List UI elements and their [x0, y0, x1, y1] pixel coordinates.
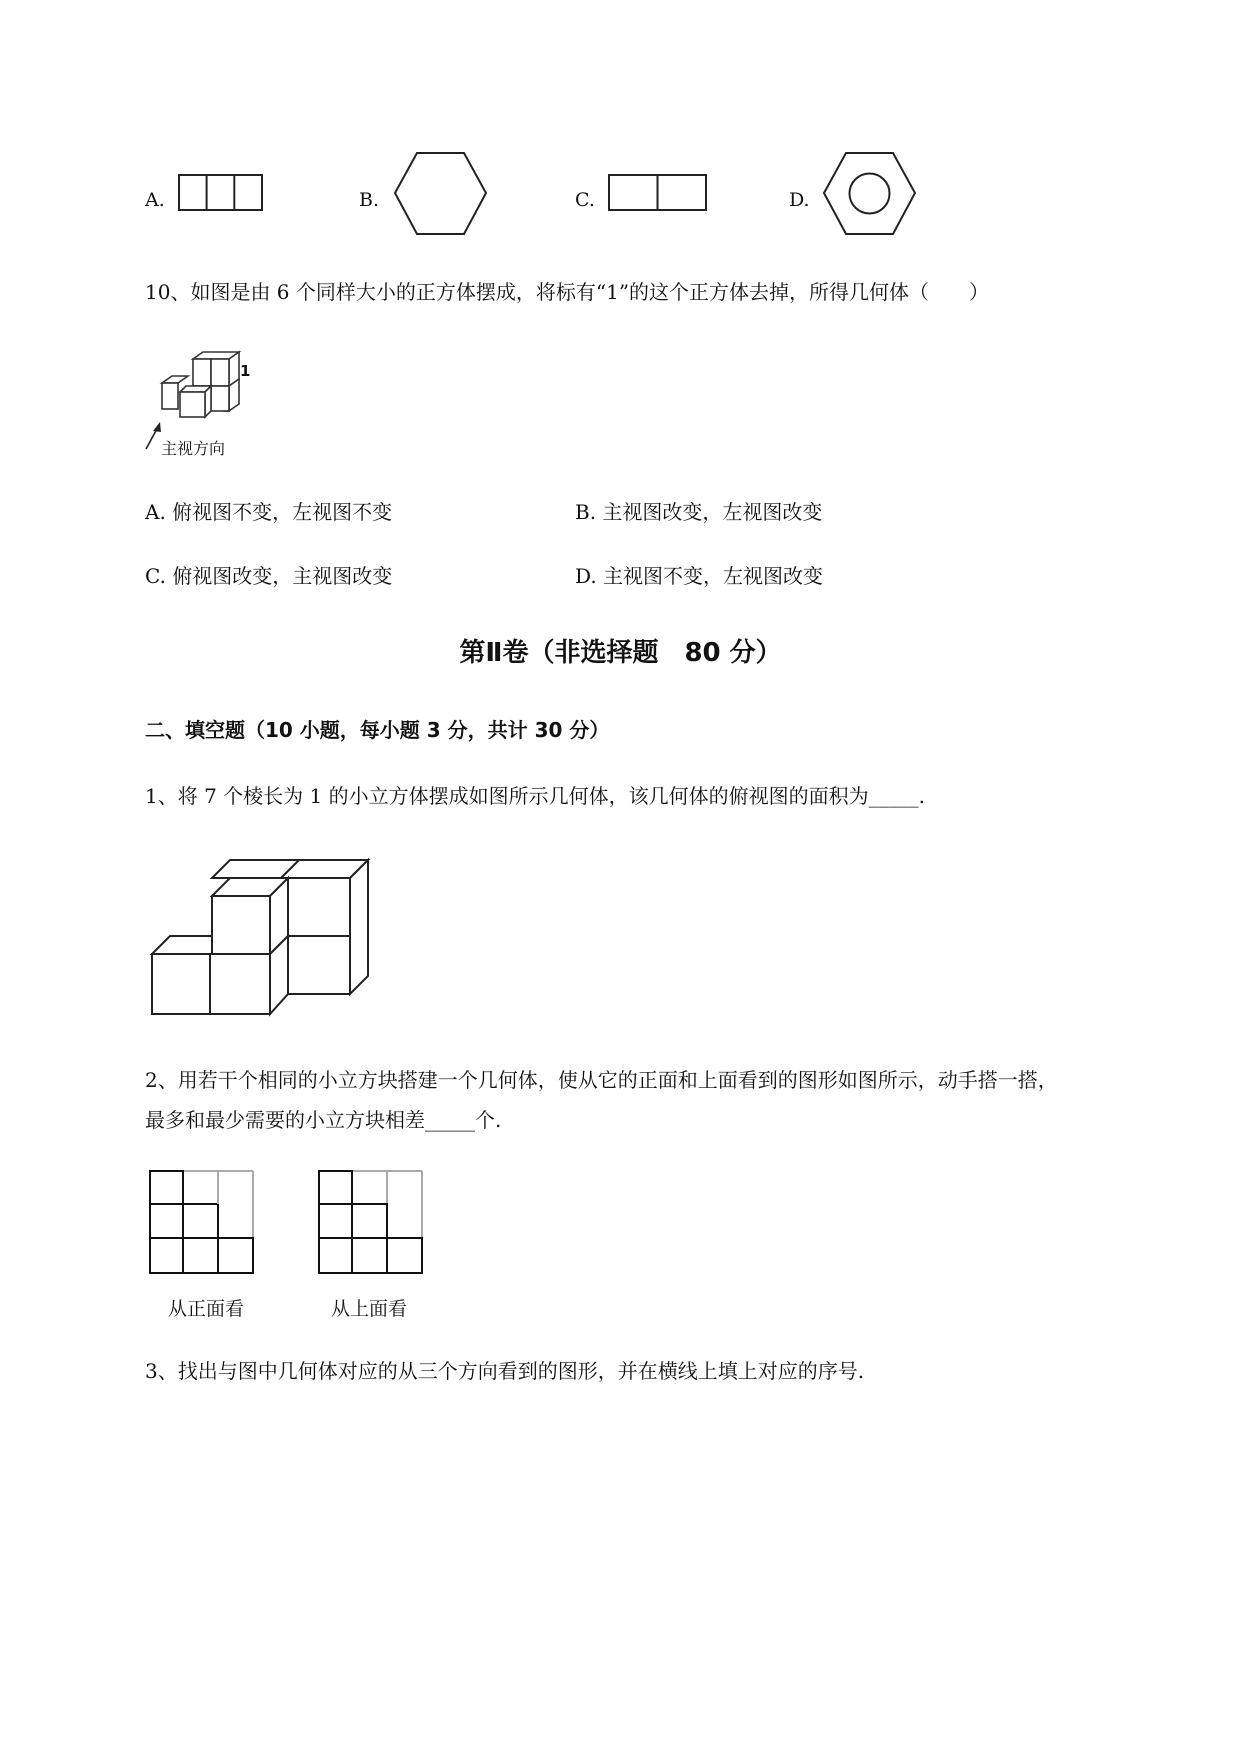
section-title: 第Ⅱ卷（非选择题 80 分）: [459, 638, 782, 668]
fill2-top-view-grid: [318, 1170, 426, 1278]
part2-heading: 二、填空题（10 小题，每小题 3 分，共计 30 分）: [145, 718, 610, 742]
q10-option-c-label: C.: [145, 564, 166, 588]
q9-option-a-label: A.: [145, 189, 165, 211]
q10-option-a-text: 俯视图不变，左视图不变: [172, 500, 393, 524]
q10-option-b-label: B.: [575, 500, 597, 524]
q9-option-a-figure: [178, 174, 264, 212]
fill2-stem-line1: 2、用若干个相同的小立方块搭建一个几何体，使从它的正面和上面看到的图形如图所示，动手搭一搭，: [145, 1068, 1058, 1092]
q10-option-a-label: A.: [145, 500, 166, 524]
q9-option-b-figure: [394, 151, 488, 236]
q10-option-d-label: D.: [575, 564, 597, 588]
fill2-front-view-grid: [149, 1170, 257, 1278]
q10-cube-label: 1: [240, 362, 251, 380]
q9-option-c-label: C.: [575, 189, 595, 211]
q10-option-a: [145, 498, 392, 526]
fill2-stem-line2: 最多和最少需要的小立方块相差_____个.: [145, 1108, 502, 1132]
q10-option-b: [575, 498, 822, 526]
fill1-cube-figure: [150, 858, 372, 1018]
q10-option-c-text: 俯视图改变，主视图改变: [172, 564, 393, 588]
fill2-caption-front: 从正面看: [168, 1298, 245, 1320]
fill1-stem: 1、将 7 个棱长为 1 的小立方体摆成如图所示几何体，该几何体的俯视图的面积为_____.: [145, 784, 925, 808]
q9-option-b-label: B.: [359, 189, 380, 211]
q9-option-d-figure: [823, 151, 917, 236]
q10-option-d: [575, 562, 823, 590]
q10-option-d-text: 主视图不变，左视图改变: [603, 564, 824, 588]
fill2-caption-top: 从上面看: [331, 1298, 408, 1320]
q9-option-c-figure: [608, 174, 708, 212]
q10-option-c: [145, 562, 392, 590]
fill3-stem: 3、找出与图中几何体对应的从三个方向看到的图形，并在横线上填上对应的序号.: [145, 1359, 865, 1383]
q9-option-d-label: D.: [789, 189, 810, 211]
q10-figure-caption: 主视方向: [161, 439, 226, 458]
q10-stem: 10、如图是由 6 个同样大小的正方体摆成，将标有“1”的这个正方体去掉，所得几何体（ ）: [145, 280, 990, 304]
q10-option-b-text: 主视图改变，左视图改变: [602, 500, 823, 524]
